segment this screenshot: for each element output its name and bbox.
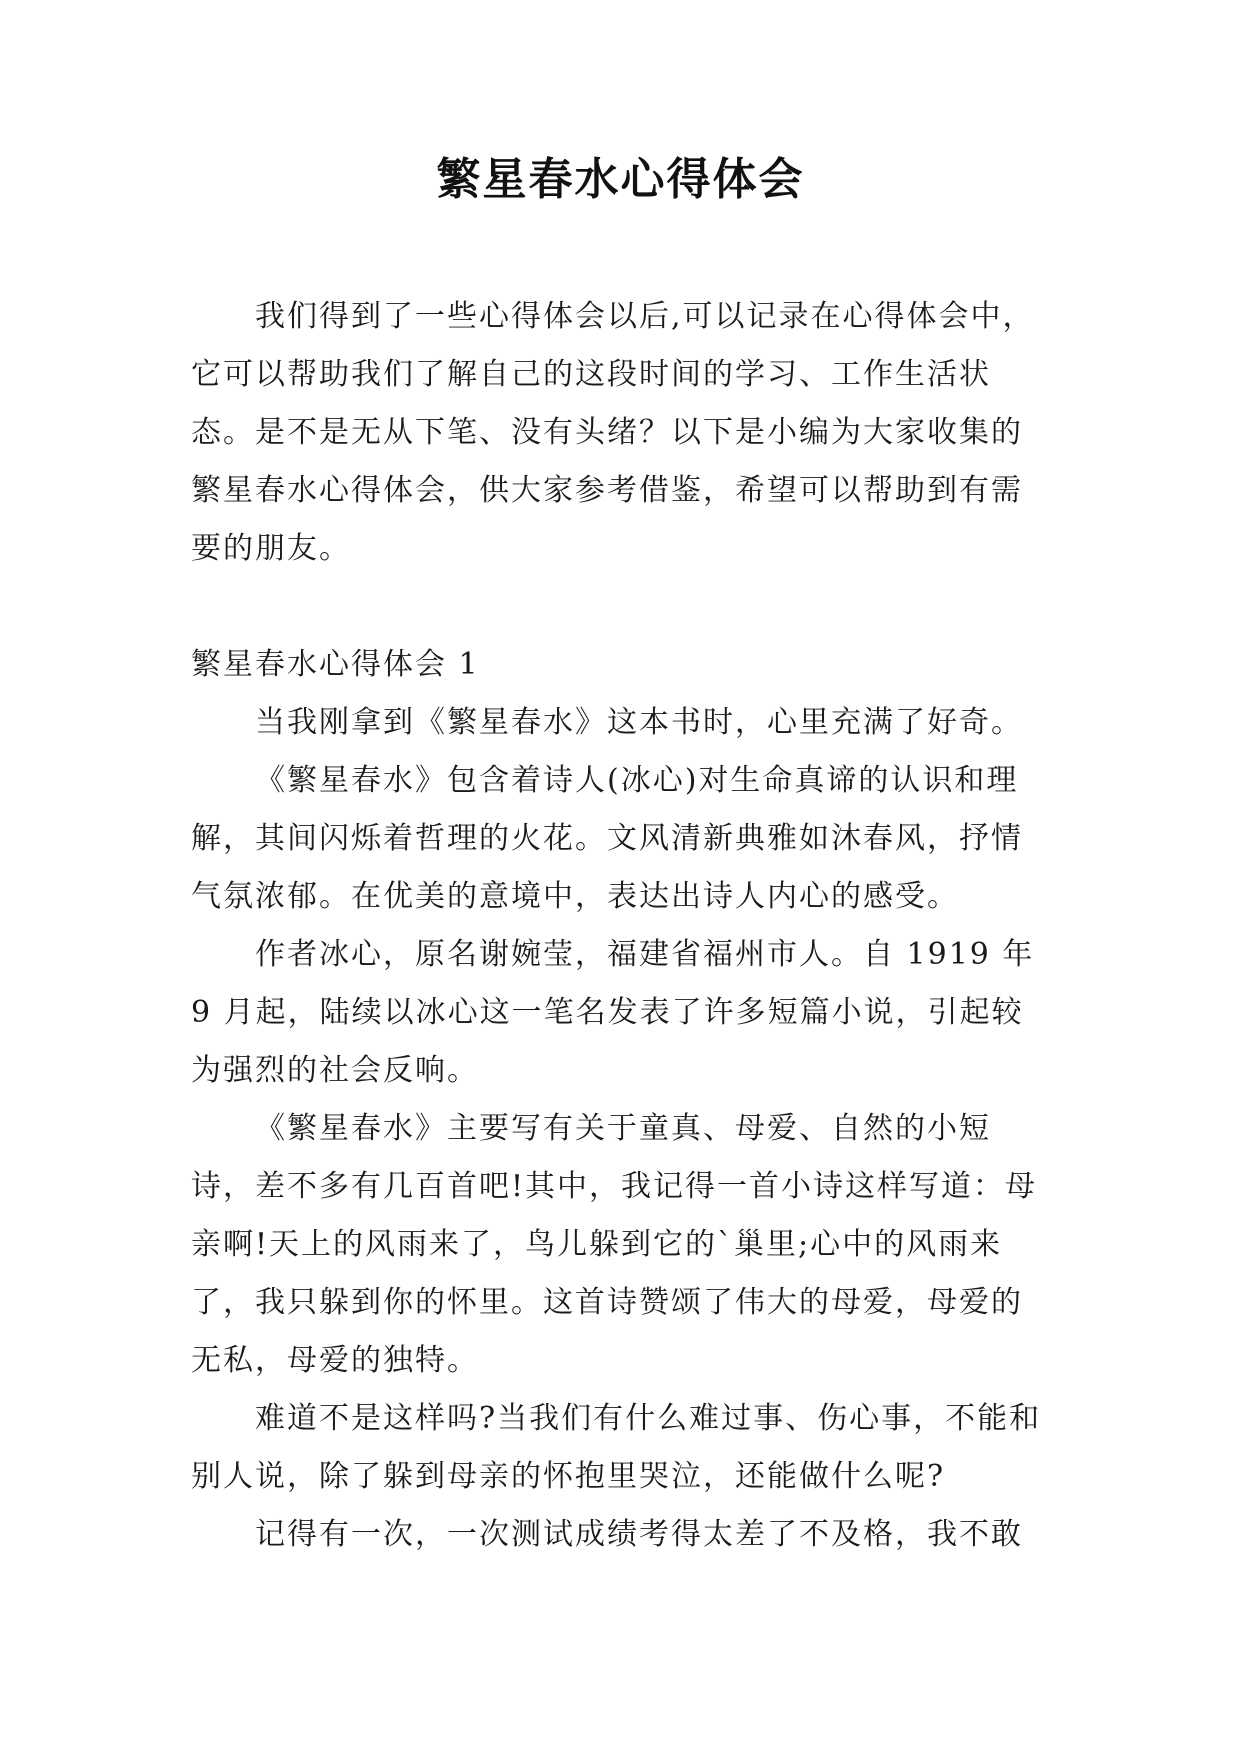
paragraph-3: 作者冰心，原名谢婉莹，福建省福州市人。自 1919 年 9 月起，陆续以冰心这一笔名发表了许多短篇小说，引起较为强烈的社会反响。 [191, 937, 1035, 1088]
section-heading: 繁星春水心得体会 1 [191, 647, 480, 682]
intro-paragraph: 我们得到了一些心得体会以后,可以记录在心得体会中，它可以帮助我们了解自己的这段时间的学习、工作生活状态。是不是无从下笔、没有头绪？以下是小编为大家收集的繁星春水心得体会，供大家参考借鉴，希望可以帮助到有需要的朋友。 [191, 299, 1035, 566]
paragraph-5: 难道不是这样吗?当我们有什么难过事、伤心事，不能和别人说，除了躲到母亲的怀抱里哭泣，还能做什么呢? [191, 1401, 1042, 1494]
intro-paragraph-block [191, 288, 1051, 578]
paragraph-2: 《繁星春水》包含着诗人(冰心)对生命真谛的认识和理解，其间闪烁着哲理的火花。文风清新典雅如沐春风，抒情气氛浓郁。在优美的意境中，表达出诗人内心的感受。 [191, 763, 1023, 914]
paragraph-1: 当我刚拿到《繁星春水》这本书时，心里充满了好奇。 [255, 705, 1023, 740]
paragraph-4: 《繁星春水》主要写有关于童真、母爱、自然的小短诗，差不多有几百首吧!其中，我记得一首小诗这样写道：母亲啊!天上的风雨来了，鸟儿躲到它的`巢里;心中的风雨来了，我只躲到你的怀里。这首诗赞颂了伟大的母爱，母爱的无私，母爱的独特。 [191, 1111, 1038, 1378]
document-title: 繁星春水心得体会 [436, 154, 805, 205]
paragraph-6: 记得有一次，一次测试成绩考得太差了不及格，我不敢 [255, 1517, 1023, 1552]
section-body [191, 694, 1051, 1564]
